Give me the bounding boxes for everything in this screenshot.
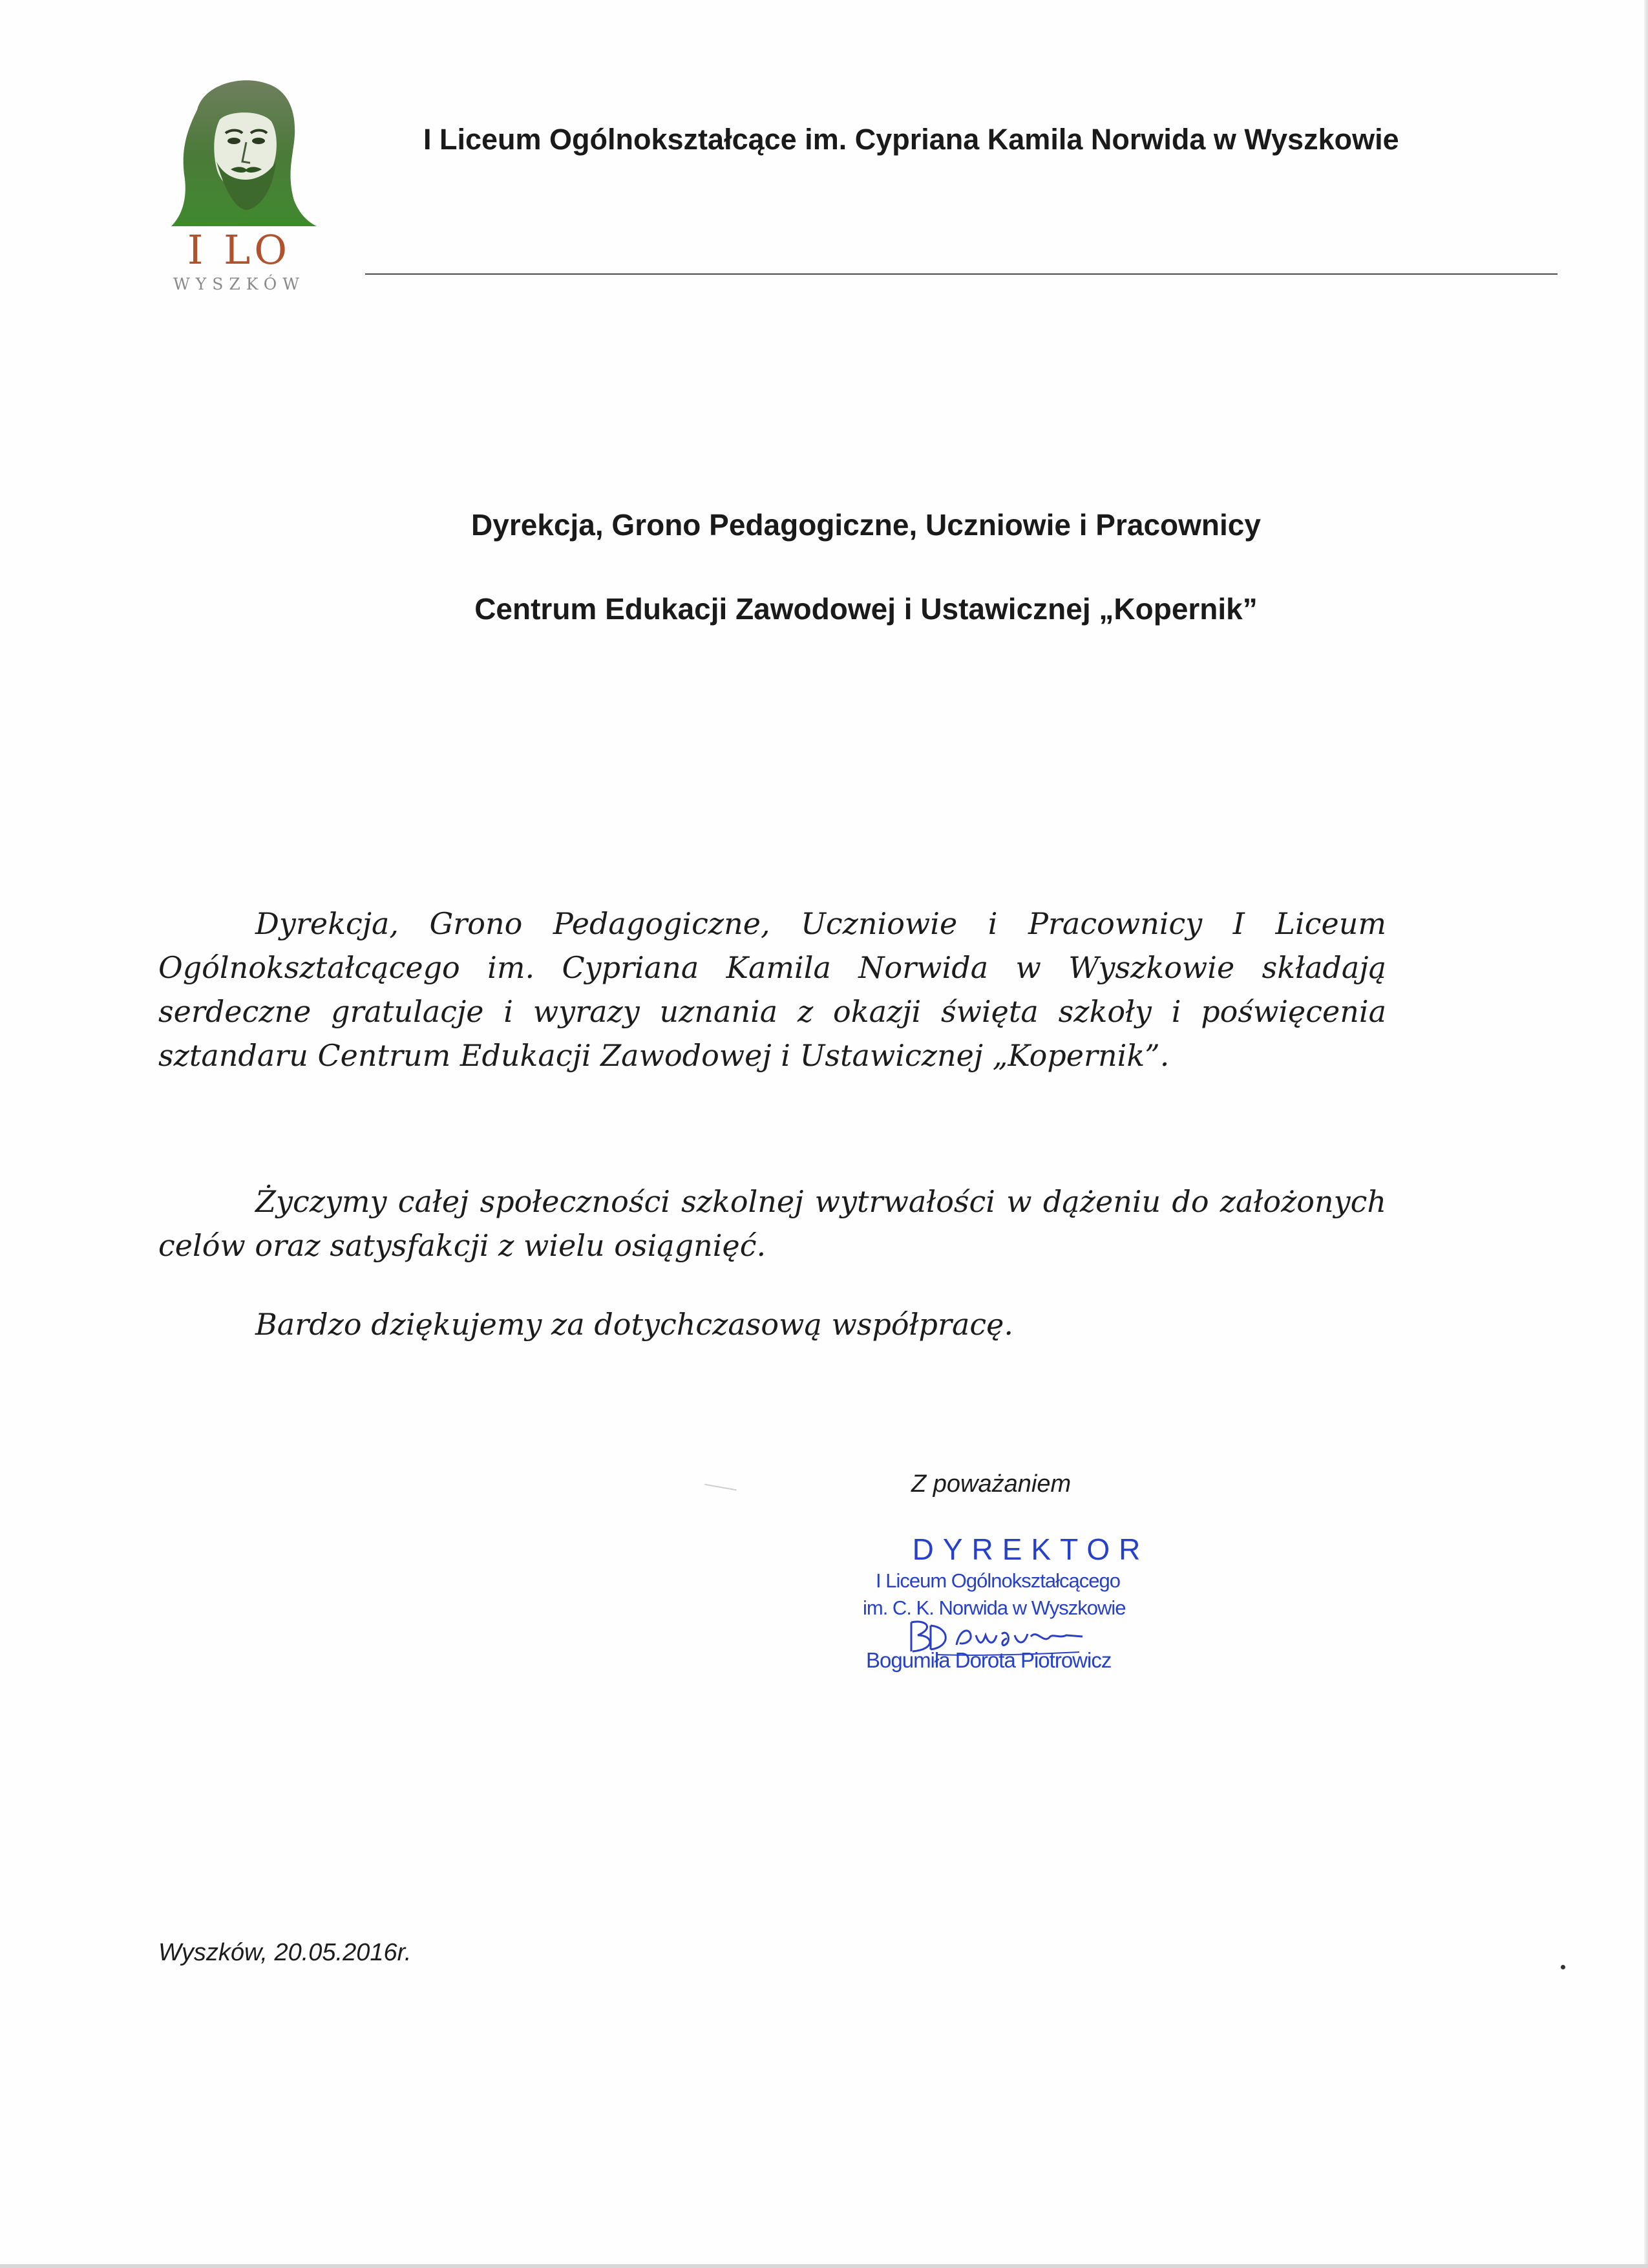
scan-edge-bottom [0, 2264, 1648, 2268]
stamp-title: DYREKTOR [912, 1532, 1150, 1566]
director-stamp [856, 1532, 1218, 1687]
logo-initials: I LO [187, 226, 291, 273]
addressee-line-1: Dyrekcja, Grono Pedagogiczne, Uczniowie i Pracownicy [471, 508, 1261, 542]
logo-town: WYSZKÓW [173, 275, 305, 293]
letter-paragraph-1: Dyrekcja, Grono Pedagogiczne, Uczniowie i Pracownicy I Liceum Ogólnokształcącego im. Cypriana Kamila Norwida w Wyszkowie składają serdeczne gratulacje i wyrazy uznania z okazji święta szkoły i poświęcenia sztandaru Centrum Edukacji Zawodowej i Ustawicznej „Kopernik”. [158, 906, 1386, 1073]
stamp-director-name: Bogumiła Dorota Piotrowicz [866, 1648, 1112, 1672]
school-logo [158, 71, 326, 297]
norwid-portrait-icon [158, 71, 320, 226]
scan-dot [1561, 1965, 1565, 1969]
closing-salutation: Z poważaniem [911, 1470, 1072, 1498]
letter-date: Wyszków, 20.05.2016r. [158, 1939, 412, 1966]
header-divider [365, 273, 1558, 275]
stamp-address-line: im. C. K. Norwida w Wyszkowie [863, 1596, 1126, 1619]
stamp-school-line: I Liceum Ogólnokształcącego [876, 1569, 1120, 1592]
letter-paragraph-2: Życzymy całej społeczności szkolnej wytrwałości w dążeniu do założonych celów oraz satysfakcji z wielu osiągnięć. [158, 1184, 1386, 1263]
school-name-heading: I Liceum Ogólnokształcące im. Cypriana Kamila Norwida w Wyszkowie [423, 123, 1399, 156]
scan-mark [704, 1484, 737, 1491]
addressee-line-2: Centrum Edukacji Zawodowej i Ustawicznej „Kopernik” [474, 592, 1258, 626]
letter-paragraph-3: Bardzo dziękujemy za dotychczasową współpracę. [255, 1307, 1013, 1342]
scan-edge-right [1644, 0, 1648, 2268]
